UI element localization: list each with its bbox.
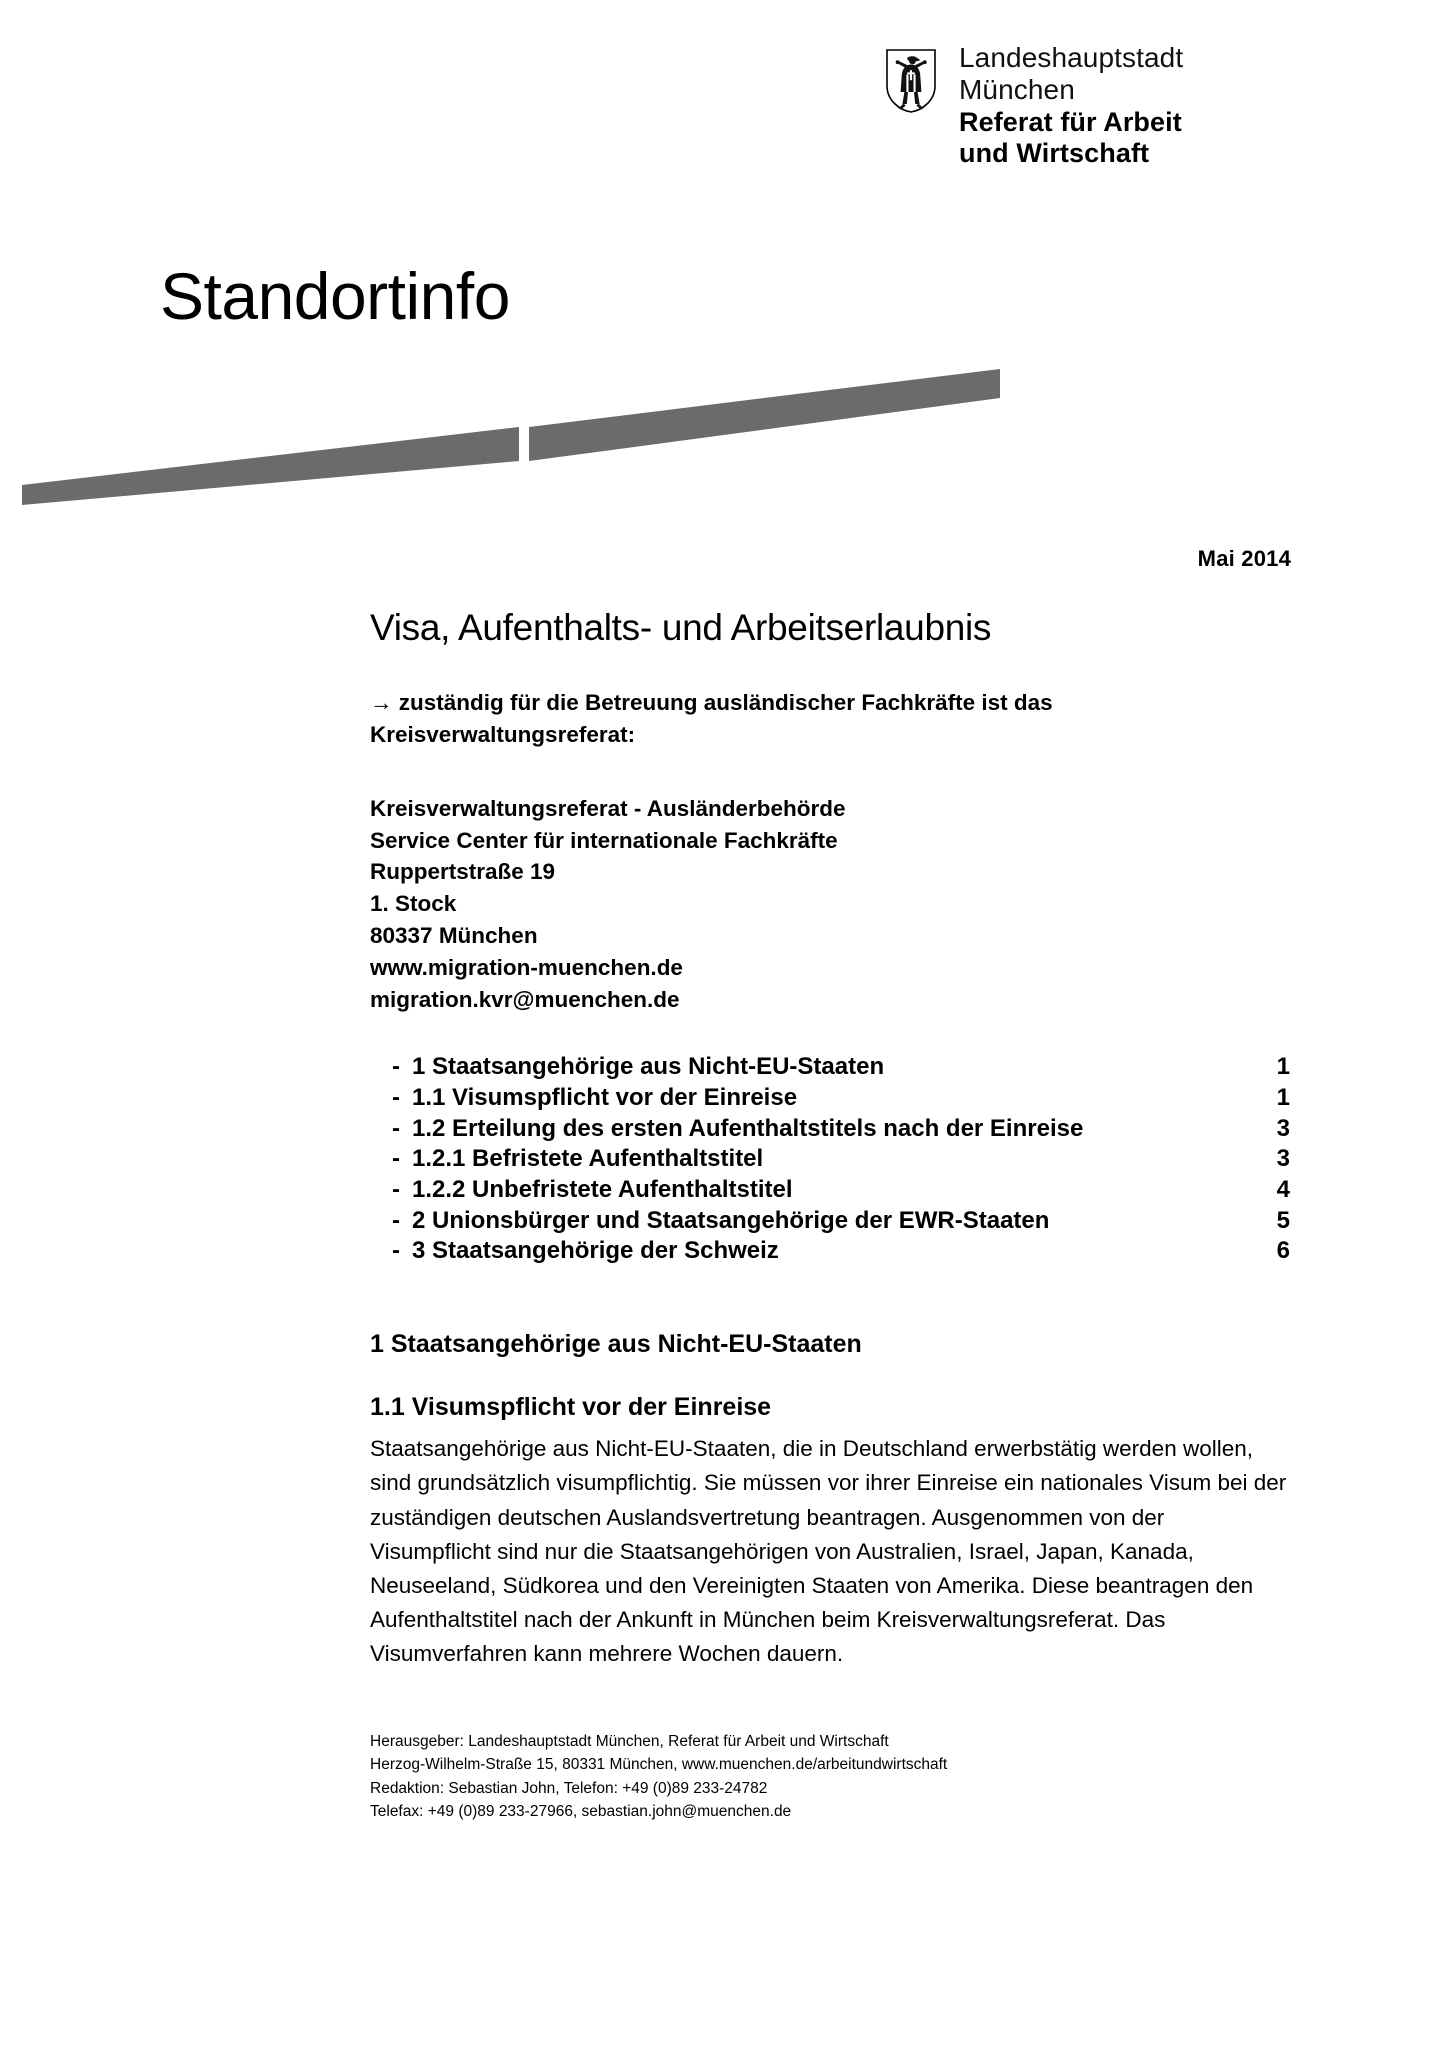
- toc-item-page: 5: [1276, 1206, 1290, 1234]
- list-item[interactable]: [370, 1206, 1290, 1237]
- toc-item-page: 3: [1276, 1114, 1290, 1142]
- page-footer: [370, 1730, 1270, 1823]
- footer-editor: Redaktion: Sebastian John, Telefon: +49 (0)89 233-24782: [370, 1779, 768, 1797]
- toc-bullet: -: [392, 1176, 400, 1203]
- org-line-1: Landeshauptstadt: [959, 42, 1184, 73]
- toc-item-page: 4: [1276, 1176, 1290, 1203]
- org-line-2: München: [959, 74, 1075, 106]
- list-item[interactable]: [370, 1144, 1290, 1175]
- toc-bullet: -: [392, 1053, 400, 1081]
- toc-bullet: -: [392, 1237, 400, 1265]
- list-item[interactable]: [370, 1052, 1290, 1083]
- address-email[interactable]: migration.kvr@muenchen.de: [370, 987, 680, 1013]
- toc-bullet: -: [392, 1114, 400, 1142]
- toc-item-label: 1.1 Visumspflicht vor der Einreise: [412, 1083, 798, 1111]
- address-floor: 1. Stock: [370, 891, 457, 917]
- table-of-contents: [370, 1052, 1290, 1267]
- department-line-2: und Wirtschaft: [959, 138, 1150, 169]
- intro-line-2: Kreisverwaltungsreferat:: [370, 721, 636, 747]
- toc-item-label: 1.2.1 Befristete Aufenthaltstitel: [412, 1145, 764, 1173]
- list-item[interactable]: [370, 1083, 1290, 1114]
- toc-item-label: 2 Unionsbürger und Staatsangehörige der EWR-Staaten: [412, 1206, 1050, 1234]
- section-heading-1-1: 1.1 Visumspflicht vor der Einreise: [370, 1393, 772, 1422]
- munich-coat-of-arms-icon: [885, 48, 937, 114]
- publication-date: Mai 2014: [1197, 546, 1291, 571]
- address-website[interactable]: www.migration-muenchen.de: [370, 955, 683, 981]
- page-title: Standortinfo: [160, 259, 510, 333]
- footer-fax-email: Telefax: +49 (0)89 233-27966, sebastian.john@muenchen.de: [370, 1802, 792, 1820]
- toc-item-label: 3 Staatsangehörige der Schweiz: [412, 1237, 779, 1265]
- toc-item-page: 6: [1276, 1237, 1290, 1265]
- footer-address: Herzog-Wilhelm-Straße 15, 80331 München, www.muenchen.de/arbeitundwirtschaft: [370, 1756, 948, 1774]
- list-item[interactable]: [370, 1114, 1290, 1145]
- footer-publisher: Herausgeber: Landeshauptstadt München, Referat für Arbeit und Wirtschaft: [370, 1733, 889, 1750]
- department-line-1: Referat für Arbeit: [959, 106, 1182, 137]
- toc-item-page: 3: [1276, 1145, 1290, 1173]
- address-city: 80337 München: [370, 923, 538, 949]
- address-street: Ruppertstraße 19: [370, 859, 556, 885]
- section-heading-1: 1 Staatsangehörige aus Nicht-EU-Staaten: [370, 1330, 862, 1359]
- toc-item-page: 1: [1276, 1083, 1290, 1111]
- contact-address-block: [370, 793, 1290, 1017]
- toc-item-label: 1 Staatsangehörige aus Nicht-EU-Staaten: [412, 1053, 885, 1081]
- toc-bullet: -: [392, 1083, 400, 1111]
- address-line-1: Kreisverwaltungsreferat - Ausländerbehörde: [370, 795, 846, 821]
- list-item[interactable]: [370, 1175, 1290, 1206]
- address-line-2: Service Center für internationale Fachkräfte: [370, 827, 838, 853]
- organization-name-block: [959, 42, 1183, 170]
- toc-item-label: 1.2.2 Unbefristete Aufenthaltstitel: [412, 1176, 793, 1203]
- toc-item-label: 1.2 Erteilung des ersten Aufenthaltstitels nach der Einreise: [412, 1114, 1084, 1142]
- list-item[interactable]: [370, 1236, 1290, 1267]
- intro-line-1: → zuständig für die Betreuung ausländischer Fachkräfte ist das: [370, 689, 1053, 715]
- decorative-diagonal-bars: [0, 355, 1010, 505]
- toc-bullet: -: [392, 1145, 400, 1173]
- section-paragraph: Staatsangehörige aus Nicht-EU-Staaten, die in Deutschland erwerbstätig werden wollen, sind grundsätzlich visumpflichtig. Sie müssen vor ihrer Einreise ein nationales Visum bei der zuständigen deutschen Auslandsvertretung beantragen. Ausgenommen von der Visumpflicht sind nur die Staatsangehörigen von Australien, Israel, Japan, Kanada, Neuseeland, Südkorea und den Vereinigten Staaten von Amerika. Diese beantragen den Aufenthaltstitel nach der Ankunft in München beim Kreisverwaltungsreferat. Das Visumverfahren kann mehrere Wochen dauern.: [370, 1436, 1287, 1667]
- toc-bullet: -: [392, 1206, 400, 1234]
- document-heading: Visa, Aufenthalts- und Arbeitserlaubnis: [370, 607, 992, 648]
- toc-item-page: 1: [1276, 1053, 1290, 1081]
- content-column: [370, 608, 1290, 1671]
- intro-block: [370, 687, 1290, 751]
- organization-logo: [885, 42, 1183, 170]
